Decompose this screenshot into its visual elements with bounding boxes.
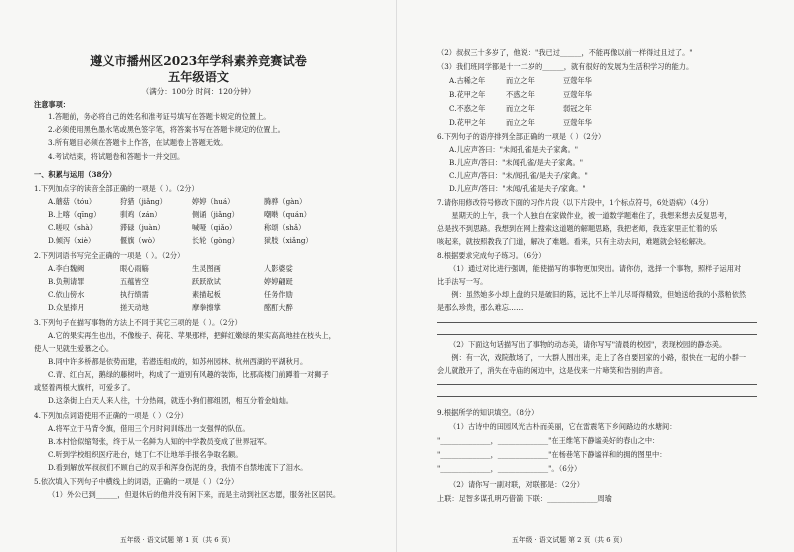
exam-subtitle: 五年级语文 [168,70,229,84]
notice-3: 3.所有题目必须在答题卡上作答，在试题卷上答题无效。 [48,138,228,147]
question-3: 3.下列句子在描写事物的方法上不同于其它三项的是（ ）。（2分） [34,318,242,327]
q3-option-a-2: 使人一见就生爱慕之心。 [34,344,114,353]
page-2 [397,0,794,552]
q1-row-d: D.倾泻（xiè） 偃旗（wò） 长轮（gòng） 狱肢（xiǎng） [48,236,313,245]
q5-sentence-2: （2）叔叔三十多岁了，他说："我已过______，不能再像以前一样得过且过了。" [437,48,693,57]
q5-option-a: A.古稀之年 而立之年 豆蔻年华 [449,76,592,85]
q3-option-c-2: 或竖着两根大旗杆，可爱多了。 [34,383,135,392]
question-4: 4.下列加点词语使用不正确的一项是（ ）（2分） [34,411,188,420]
q3-option-a-1: A.它的果实再生也出，不像梭子、荷花、苹果那样，把鲜红嫩绿的果实高高地挂在枝头上， [48,331,336,340]
q5-sentence-1: （1）外公已到______，但退休后的他并没有闲下来，而是主动到社区志愿，服务社区居民。 [48,490,341,499]
q8-part-2: （2）下面这句话描写出了事物的动态美，请你写写"清晨的校园"，表现校园的静态美。 [449,340,727,349]
answer-line [437,396,757,397]
q8-example-1: 例：虽然她多小却上盘的只是破旧的陈，远比不上羊儿尽哥得精致，但她送给我的小蒸粕依然 [437,290,747,299]
q2-row-c: C.依山傍水 执行绩需 素描起板 任务作励 [48,290,293,299]
q8-example-2b: 会儿就散开了，消失在寺庙的闲边中，这是伐来一片啼笑和告别的声音。 [437,366,668,375]
section-1-title: 一、积累与运用（38分） [34,170,116,179]
q4-option-b: B.本村恰似缩弩张，终于从一名鲜为人知的中学教员变成了世界冠军。 [48,437,272,446]
q8-part-1: （1）通过对比进行强调，能使描写的事物更加突出。请你仿，选择一个事物，照样子运用对 [449,264,742,273]
q2-row-b: B.负荆请罪 五蕴皆空 跃跃欲试 婷婷翩跹 [48,277,293,286]
exam-meta: （满分：100分 时间：120分钟） [141,87,256,96]
exam-title: 遵义市播州区2023年学科素养竞赛试卷 [90,54,307,68]
notice-title: 注意事项： [34,100,70,109]
q5-sentence-3: （3）我们班同学都是十一二岁的______，就有很好的发展为生活积学习的能力。 [437,62,694,71]
q5-option-c: C.不惑之年 而立之年 弱冠之年 [449,104,592,113]
q9-part-1: （1）古诗中的田园风光古朴而美丽，它在雷震笔下乡间路边的水塘间： [449,422,677,431]
notice-1: 1.答题前，务必将自己的姓名和准考证号填写在答题卡规定的位置上。 [48,112,271,121]
notice-2: 2.必须使用黑色墨水笔或黑色签字笔，将答案书写在答题卡规定的位置上。 [48,125,285,134]
q7-text-1: 星期天的上午，我一个人独自在家做作业，被一道数学题难住了，我想来想去反复思考， [437,211,732,220]
q3-option-b: B.同中许多桥都是依势而建，若潜连组成的，如苏州园林、杭州西湖的平湖秋月。 [48,357,308,366]
q7-text-2: 总是找不到思路。我想到在网上搜索这道题的解题思路，我把老师，我连家里正忙着的乐 [437,224,718,233]
page-2-footer: 五年级 · 语文试题 第 2 页（共 6 页） [512,536,627,544]
q9-part-2: （2）请你写一副对联，对联都是：（2分） [449,480,584,489]
q6-option-a: A.儿应声答曰："未闻孔雀是夫子家禽。" [449,145,579,154]
q7-text-3: 咳起来，就按照教我了门道，解决了难题。看来，只有主动去问，难题就会轻松解决。 [437,237,711,246]
q9-part-1b: "______________，______________"在王维笔下静谧美好的春山之中： [437,436,660,445]
question-8: 8.根据要求完成句子练习。（6分） [437,251,546,260]
q4-option-a: A.将军立于马背令旗，借用三个月时间训练出一支强悍的队伍。 [48,424,250,433]
question-6: 6.下列句子的语序排列全部正确的一项是（ ）（2分） [437,132,606,141]
q5-option-b: B.花甲之年 不惑之年 豆蔻年华 [449,90,592,99]
q6-option-c: C.儿应声/答曰："未/闻孔雀/是夫子/家禽。" [449,171,588,180]
q9-part-2b: 上联：足智多谋孔明巧借箭 下联：______________周瑜 [437,494,612,503]
q3-option-d: D.这条街上白天人来人往，十分热闹，就连小狗们都组团，相互分着金灿灿。 [48,396,293,405]
q3-option-c-1: C.青、红白瓦，鹅绿的藤树叶，构成了一道别有风趣的装饰，比那高楼门前蹲着一对狮子 [48,370,329,379]
q5-option-d: D.花甲之年 而立之年 豆蔻年华 [449,118,592,127]
question-1: 1.下列加点字的读音全部正确的一项是（ ）。（2分） [34,184,199,193]
question-2: 2.下列词语书写完全正确的一项是（ ）。（2分） [34,251,185,260]
q8-example-1b: 是那么珍贵，那么难忘…… [437,303,524,312]
q2-row-a: A.李白魏阙 眼心雨觞 生灵图画 人影婆娑 [48,264,293,273]
question-5: 5.依次填入下列句子中横线上的词语，正确的一项是（ ）（2分） [34,477,239,486]
q4-option-d: D.看到解放军叔叔们不顾自己的双手和浑身伤泥的身，我情不自禁地流下了泪水。 [48,463,308,472]
q1-row-c: C.嗟叹（shà） 滞碌（juàn） 喊哑（qiǎo） 称颂（shǎ） [48,223,306,232]
q6-option-d: D.儿应声/答曰："未闻/孔雀是夫子/家禽。" [449,184,586,193]
q8-example-2: 例：有一次，戏院散场了，一大群人围出来，走上了各自要回家的小路，很快在一起的小群一 [437,353,747,362]
page-1-footer: 五年级 · 语文试题 第 1 页（共 6 页） [120,536,235,544]
q1-row-a: A.蘑菇（tóu） 狩猎（jiǎng） 婷婷（huá） 腾骅（gàn） [48,197,307,206]
q9-part-1d: "______________，______________"。（6分） [437,464,582,473]
q2-row-d: D.众星捧月 搓天动地 摩拳擦掌 酩酊大醉 [48,303,293,312]
q8-part-1b: 比手法写一写。 [437,277,488,286]
q9-part-1c: "______________，______________"在杨巷笔下静谧祥和的拥的图里中： [437,450,667,459]
notice-4: 4.考试结束，将试题卷和答题卡一并交回。 [48,152,185,161]
q1-row-b: B.上喀（qīng） 驯鸡（zán） 侧诵（jiǎng） 嘲啭（quán） [48,210,311,219]
q4-option-c: C.听到学校组织医疗赴台，她丁仁不让地举手报名争取名额。 [48,450,243,459]
question-9: 9.根据所学的知识填空。（8分） [437,408,539,417]
answer-line [437,322,757,323]
answer-line [437,334,757,335]
q6-option-b: B.儿应声/答曰："未闻孔雀/是夫子家禽。" [449,158,584,167]
answer-line [437,384,757,385]
question-7: 7.请你用修改符号修改下面的习作片段（以下片段中，1个标点符号，6处语病）（4分） [437,198,713,207]
